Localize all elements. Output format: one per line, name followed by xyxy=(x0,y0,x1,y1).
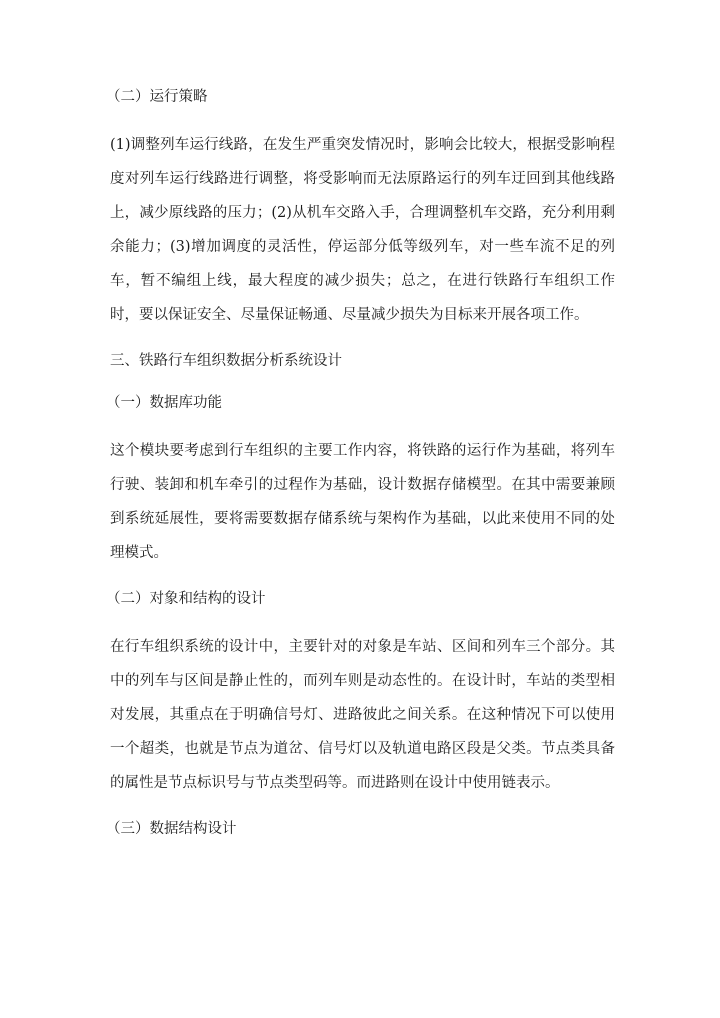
text-line: 上，减少原线路的压力；(2)从机车交路入手，合理调整机车交路，充分利用剩 xyxy=(110,205,615,221)
text-line: 余能力；(3)增加调度的灵活性，停运部分低等级列车，对一些车流不足的列 xyxy=(110,239,615,255)
text-line: 在行车组织系统的设计中，主要针对的对象是车站、区间和列车三个部分。其 xyxy=(110,639,615,655)
text-line: 的属性是节点标识号与节点类型码等。而进路则在设计中使用链表示。 xyxy=(110,775,560,791)
text-line: 这个模块要考虑到行车组织的主要工作内容，将铁路的运行作为基础，将列车 xyxy=(110,443,615,459)
text-line: 一个超类，也就是节点为道岔、信号灯以及轨道电路区段是父类。节点类具备 xyxy=(110,741,615,757)
paragraph-object-structure xyxy=(110,630,615,800)
text-line: 时，要以保证安全、尽量保证畅通、尽量减少损失为目标来开展各项工作。 xyxy=(110,307,589,323)
text-line: 行驶、装卸和机车牵引的过程作为基础，设计数据存储模型。在其中需要兼顾 xyxy=(110,477,615,493)
section-heading-system-design: 三、铁路行车组织数据分析系统设计 xyxy=(110,353,342,369)
text-line: 中的列车与区间是静止性的，而列车则是动态性的。在设计时，车站的类型相 xyxy=(110,673,615,689)
section-heading-operation-strategy: （二）运行策略 xyxy=(106,89,208,105)
paragraph-operation-strategy xyxy=(110,128,615,332)
section-heading-data-structure: （三）数据结构设计 xyxy=(106,821,237,837)
text-line: 度对列车运行线路进行调整，将受影响而无法原路运行的列车迂回到其他线路 xyxy=(110,171,615,187)
paragraph-database-function xyxy=(110,434,615,570)
section-heading-database-function: （一）数据库功能 xyxy=(106,395,222,411)
text-line: 车，暂不编组上线，最大程度的减少损失；总之，在进行铁路行车组织工作 xyxy=(110,273,615,289)
text-line: (1)调整列车运行线路，在发生严重突发情况时，影响会比较大，根据受影响程 xyxy=(110,137,615,153)
text-line: 对发展，其重点在于明确信号灯、进路彼此之间关系。在这种情况下可以使用 xyxy=(110,707,615,723)
section-heading-object-structure: （二）对象和结构的设计 xyxy=(106,591,266,607)
text-line: 到系统延展性，要将需要数据存储系统与架构作为基础，以此来使用不同的处 xyxy=(110,511,615,527)
document-body xyxy=(106,86,615,860)
text-line: 理模式。 xyxy=(110,545,168,561)
